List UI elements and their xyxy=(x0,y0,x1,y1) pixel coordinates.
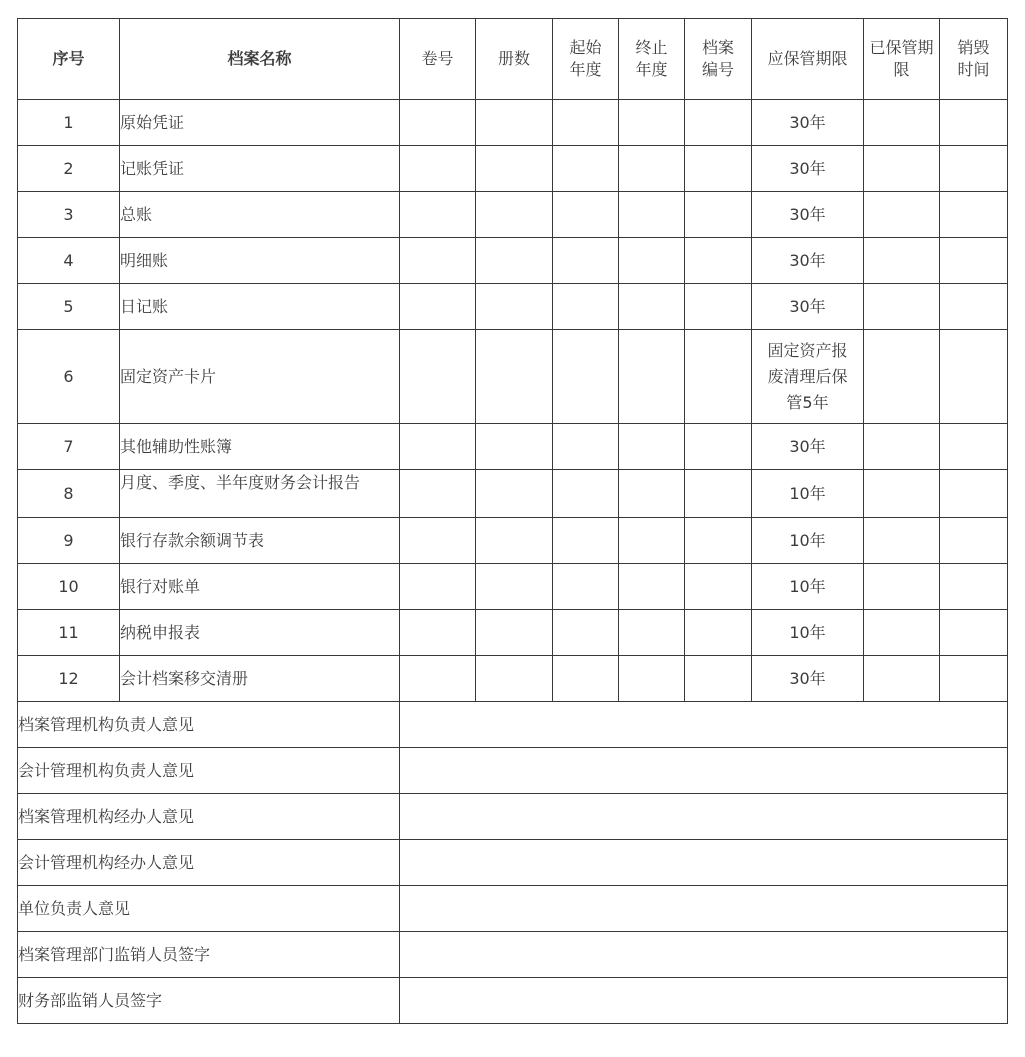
cell-start-year[interactable] xyxy=(553,100,619,146)
cell-required-period: 10年 xyxy=(752,518,864,564)
signature-label: 会计管理机构负责人意见 xyxy=(18,748,400,794)
cell-destroy-time[interactable] xyxy=(940,146,1008,192)
cell-kept-period[interactable] xyxy=(864,146,940,192)
cell-kept-period[interactable] xyxy=(864,192,940,238)
cell-required-period: 10年 xyxy=(752,470,864,518)
signature-label: 会计管理机构经办人意见 xyxy=(18,840,400,886)
cell-start-year[interactable] xyxy=(553,470,619,518)
header-volume: 卷号 xyxy=(400,19,476,100)
cell-required-period: 30年 xyxy=(752,284,864,330)
cell-count[interactable] xyxy=(476,656,553,702)
cell-end-year[interactable] xyxy=(619,146,685,192)
cell-required-period: 30年 xyxy=(752,146,864,192)
cell-name: 日记账 xyxy=(120,284,400,330)
signature-field[interactable] xyxy=(400,932,1008,978)
signature-row xyxy=(18,932,1008,978)
cell-start-year[interactable] xyxy=(553,284,619,330)
cell-start-year[interactable] xyxy=(553,238,619,284)
table-row xyxy=(18,146,1008,192)
cell-end-year[interactable] xyxy=(619,564,685,610)
cell-volume[interactable] xyxy=(400,610,476,656)
cell-destroy-time[interactable] xyxy=(940,610,1008,656)
cell-count[interactable] xyxy=(476,470,553,518)
signature-label: 财务部监销人员签字 xyxy=(18,978,400,1024)
table-row xyxy=(18,656,1008,702)
header-row xyxy=(18,19,1008,100)
cell-count[interactable] xyxy=(476,146,553,192)
cell-destroy-time[interactable] xyxy=(940,470,1008,518)
cell-volume[interactable] xyxy=(400,100,476,146)
table-row xyxy=(18,100,1008,146)
cell-count[interactable] xyxy=(476,100,553,146)
cell-destroy-time[interactable] xyxy=(940,192,1008,238)
signature-row xyxy=(18,794,1008,840)
header-end-year: 终止年度 xyxy=(619,19,685,100)
cell-seq: 8 xyxy=(18,470,120,518)
cell-count[interactable] xyxy=(476,518,553,564)
cell-required-period: 30年 xyxy=(752,192,864,238)
cell-kept-period[interactable] xyxy=(864,564,940,610)
cell-volume[interactable] xyxy=(400,330,476,424)
cell-kept-period[interactable] xyxy=(864,610,940,656)
cell-name: 其他辅助性账簿 xyxy=(120,424,400,470)
cell-start-year[interactable] xyxy=(553,518,619,564)
cell-destroy-time[interactable] xyxy=(940,238,1008,284)
signature-field[interactable] xyxy=(400,886,1008,932)
cell-end-year[interactable] xyxy=(619,470,685,518)
cell-end-year[interactable] xyxy=(619,518,685,564)
cell-kept-period[interactable] xyxy=(864,424,940,470)
cell-name: 明细账 xyxy=(120,238,400,284)
cell-end-year[interactable] xyxy=(619,100,685,146)
cell-seq: 9 xyxy=(18,518,120,564)
cell-name: 记账凭证 xyxy=(120,146,400,192)
cell-archive-no[interactable] xyxy=(685,192,752,238)
cell-volume[interactable] xyxy=(400,518,476,564)
cell-kept-period[interactable] xyxy=(864,330,940,424)
cell-archive-no[interactable] xyxy=(685,564,752,610)
cell-volume[interactable] xyxy=(400,146,476,192)
cell-name xyxy=(120,470,400,518)
table-row xyxy=(18,284,1008,330)
table-row xyxy=(18,564,1008,610)
table-row xyxy=(18,518,1008,564)
cell-name: 总账 xyxy=(120,192,400,238)
cell-kept-period[interactable] xyxy=(864,470,940,518)
table-row xyxy=(18,238,1008,284)
cell-end-year[interactable] xyxy=(619,424,685,470)
cell-volume[interactable] xyxy=(400,656,476,702)
cell-kept-period[interactable] xyxy=(864,284,940,330)
cell-count[interactable] xyxy=(476,192,553,238)
cell-destroy-time[interactable] xyxy=(940,518,1008,564)
cell-destroy-time[interactable] xyxy=(940,284,1008,330)
cell-name-text: 月度、季度、半年度财务会计报告 xyxy=(120,473,361,492)
cell-kept-period[interactable] xyxy=(864,238,940,284)
cell-archive-no[interactable] xyxy=(685,470,752,518)
cell-end-year[interactable] xyxy=(619,610,685,656)
cell-required-period: 30年 xyxy=(752,424,864,470)
archive-destruction-table xyxy=(17,18,1008,1024)
cell-count[interactable] xyxy=(476,238,553,284)
cell-seq: 10 xyxy=(18,564,120,610)
cell-seq: 12 xyxy=(18,656,120,702)
cell-archive-no[interactable] xyxy=(685,238,752,284)
signature-field[interactable] xyxy=(400,702,1008,748)
cell-destroy-time[interactable] xyxy=(940,100,1008,146)
cell-archive-no[interactable] xyxy=(685,284,752,330)
cell-kept-period[interactable] xyxy=(864,100,940,146)
table-row xyxy=(18,330,1008,424)
signature-field[interactable] xyxy=(400,840,1008,886)
cell-seq: 1 xyxy=(18,100,120,146)
cell-end-year[interactable] xyxy=(619,192,685,238)
cell-destroy-time[interactable] xyxy=(940,330,1008,424)
signature-label: 档案管理机构经办人意见 xyxy=(18,794,400,840)
cell-volume[interactable] xyxy=(400,424,476,470)
table-row xyxy=(18,610,1008,656)
cell-archive-no[interactable] xyxy=(685,610,752,656)
cell-volume[interactable] xyxy=(400,238,476,284)
cell-start-year[interactable] xyxy=(553,610,619,656)
signature-field[interactable] xyxy=(400,794,1008,840)
cell-archive-no[interactable] xyxy=(685,518,752,564)
cell-start-year[interactable] xyxy=(553,424,619,470)
cell-end-year[interactable] xyxy=(619,238,685,284)
cell-required-period: 10年 xyxy=(752,564,864,610)
cell-name: 银行对账单 xyxy=(120,564,400,610)
cell-volume[interactable] xyxy=(400,564,476,610)
header-seq: 序号 xyxy=(18,19,120,100)
cell-end-year[interactable] xyxy=(619,330,685,424)
cell-end-year[interactable] xyxy=(619,656,685,702)
cell-name: 银行存款余额调节表 xyxy=(120,518,400,564)
signature-label: 单位负责人意见 xyxy=(18,886,400,932)
cell-archive-no[interactable] xyxy=(685,146,752,192)
cell-start-year[interactable] xyxy=(553,146,619,192)
cell-name: 固定资产卡片 xyxy=(120,330,400,424)
cell-seq: 3 xyxy=(18,192,120,238)
cell-volume[interactable] xyxy=(400,192,476,238)
signature-row xyxy=(18,886,1008,932)
cell-volume[interactable] xyxy=(400,284,476,330)
cell-seq: 6 xyxy=(18,330,120,424)
cell-name: 原始凭证 xyxy=(120,100,400,146)
cell-destroy-time[interactable] xyxy=(940,656,1008,702)
header-count: 册数 xyxy=(476,19,553,100)
cell-start-year[interactable] xyxy=(553,656,619,702)
cell-end-year[interactable] xyxy=(619,284,685,330)
cell-required-period: 固定资产报废清理后保管5年 xyxy=(752,330,864,424)
cell-seq: 7 xyxy=(18,424,120,470)
cell-volume[interactable] xyxy=(400,470,476,518)
signature-row xyxy=(18,978,1008,1024)
cell-destroy-time[interactable] xyxy=(940,424,1008,470)
cell-destroy-time[interactable] xyxy=(940,564,1008,610)
cell-start-year[interactable] xyxy=(553,192,619,238)
signature-row xyxy=(18,840,1008,886)
header-required-period: 应保管期限 xyxy=(752,19,864,100)
cell-seq: 4 xyxy=(18,238,120,284)
header-destroy-time: 销毁时间 xyxy=(940,19,1008,100)
cell-archive-no[interactable] xyxy=(685,424,752,470)
cell-seq: 11 xyxy=(18,610,120,656)
signature-field[interactable] xyxy=(400,748,1008,794)
cell-start-year[interactable] xyxy=(553,330,619,424)
cell-archive-no[interactable] xyxy=(685,330,752,424)
cell-archive-no[interactable] xyxy=(685,100,752,146)
signature-label: 档案管理部门监销人员签字 xyxy=(18,932,400,978)
cell-count[interactable] xyxy=(476,284,553,330)
cell-name: 纳税申报表 xyxy=(120,610,400,656)
table-row xyxy=(18,424,1008,470)
table-row xyxy=(18,470,1008,518)
cell-required-period: 10年 xyxy=(752,610,864,656)
cell-kept-period[interactable] xyxy=(864,656,940,702)
cell-required-period: 30年 xyxy=(752,238,864,284)
header-kept-period: 已保管期限 xyxy=(864,19,940,100)
table-row xyxy=(18,192,1008,238)
signature-label: 档案管理机构负责人意见 xyxy=(18,702,400,748)
cell-start-year[interactable] xyxy=(553,564,619,610)
cell-archive-no[interactable] xyxy=(685,656,752,702)
signature-field[interactable] xyxy=(400,978,1008,1024)
header-name: 档案名称 xyxy=(120,19,400,100)
cell-count[interactable] xyxy=(476,610,553,656)
cell-kept-period[interactable] xyxy=(864,518,940,564)
signature-row xyxy=(18,702,1008,748)
header-start-year: 起始年度 xyxy=(553,19,619,100)
cell-seq: 2 xyxy=(18,146,120,192)
cell-count[interactable] xyxy=(476,564,553,610)
cell-name: 会计档案移交清册 xyxy=(120,656,400,702)
signature-row xyxy=(18,748,1008,794)
cell-required-period: 30年 xyxy=(752,100,864,146)
cell-required-period: 30年 xyxy=(752,656,864,702)
cell-seq: 5 xyxy=(18,284,120,330)
cell-count[interactable] xyxy=(476,424,553,470)
header-archive-no: 档案编号 xyxy=(685,19,752,100)
cell-count[interactable] xyxy=(476,330,553,424)
